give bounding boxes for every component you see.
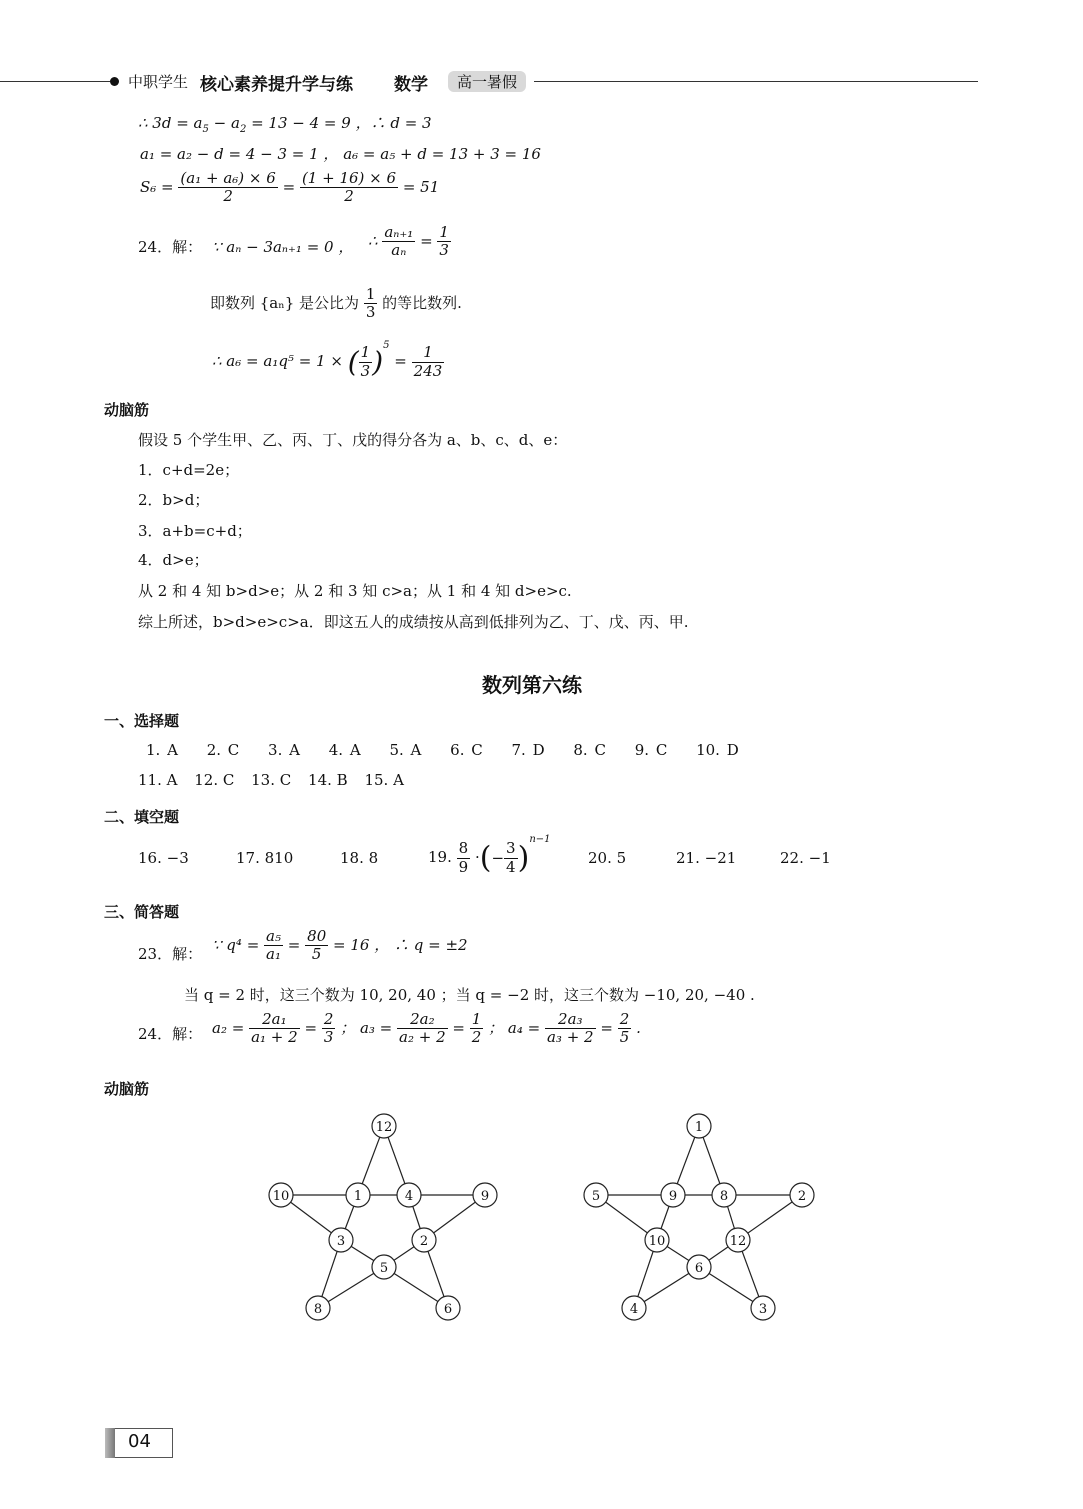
brain1-item-4: 4．d>e；	[138, 551, 209, 569]
q24b-equations: a₂ = $\frac{\text{2a₁}}{\text{a₁ + 2}}$ = $\frac{2}{3}$ ； a₃ = $\frac{\text{2a₂}}{\text{a₂ + 2}}$ = $\frac{1}{2}$ ； a₄ = $\frac{\text{2a₃}}{\text{a₃ + 2}}$ = $\frac{2}{5}$ .	[212, 1010, 641, 1047]
star-diagram-left	[258, 1105, 508, 1335]
fill-16: 16. −3	[138, 849, 189, 867]
choice-heading: 一、选择题	[104, 712, 180, 730]
star-right-label-inner-bottom: 6	[694, 1261, 704, 1276]
fill-heading: 二、填空题	[104, 808, 180, 826]
star-left-label-inner-top-left: 1	[353, 1189, 363, 1204]
q24a-label: 24．解：	[138, 238, 203, 256]
star-left-label-top: 12	[375, 1120, 393, 1135]
brain1-conclusion: 综上所述，b>d>e>c>a．即这五人的成绩按从高到低排列为乙、丁、戊、丙、甲.	[138, 613, 689, 631]
fill-22: 22. −1	[780, 849, 831, 867]
q23-line-2: 当 q = 2 时，这三个数为 10, 20, 40 ；当 q = −2 时，这三个数为 −10, 20, −40 .	[184, 986, 755, 1004]
brain2-heading: 动脑筋	[104, 1080, 150, 1098]
solution-line-2: a₁ = a₂ − d = 4 − 3 = 1 ， a₆ = a₅ + d = 13 + 3 = 16	[140, 145, 541, 163]
star-left-label-inner-left: 3	[336, 1234, 346, 1249]
star-diagram-right	[573, 1105, 823, 1335]
star-left-label-bottom-left: 8	[313, 1302, 323, 1317]
star-left-label-inner-bottom: 5	[379, 1261, 389, 1276]
star-left-label-inner-right: 2	[419, 1234, 429, 1249]
q24a-ratio: ∴ $\frac{\text{aₙ₊₁}}{\text{aₙ}}$ = $\frac{1}{3}$	[368, 223, 449, 260]
header-bullet	[110, 77, 119, 86]
star-left-label-inner-top-right: 4	[404, 1189, 414, 1204]
header-series: 核心素养提升学与练	[200, 75, 353, 95]
star-left-label-outer-left: 10	[272, 1189, 290, 1204]
q24a-sequence: 即数列 {aₙ} 是公比为 $\frac{1}{3}$ 的等比数列.	[210, 285, 462, 322]
header-rule-left	[0, 81, 110, 82]
solution-line-3: S₆ = $\frac{\text{(a₁ + a₆) × 6}}{2}$ = $\frac{(1 + 16) \times 6}{2}$ = 51	[140, 169, 440, 206]
q24a-a6: ∴ a₆ = a₁q⁵ = 1 × ( $\frac{1}{3}$ )$^5$ = $\frac{1}{243}$	[212, 340, 443, 380]
fill-19: 19. $\frac{8}{9}$ ·(− $\frac{3}{4}$ )$^{n-1}$	[428, 834, 551, 876]
star-right-label-bottom-right: 3	[758, 1302, 768, 1317]
section-title: 数列第六练	[482, 673, 582, 697]
q23-equation: ∵ q⁴ = $\frac{\text{a₅}}{\text{a₁}}$ = $\frac{80}{5}$ = 16 ， ∴ q = ±2	[212, 927, 468, 964]
header-rule-right	[534, 81, 978, 82]
brain1-intro: 假设 5 个学生甲、乙、丙、丁、戊的得分各为 a、b、c、d、e：	[138, 431, 568, 449]
page-number-tab	[105, 1428, 115, 1458]
star-right-label-top: 1	[694, 1120, 704, 1135]
star-right-label-outer-right: 2	[797, 1189, 807, 1204]
header-subject: 数学	[394, 75, 428, 95]
header-prefix: 中职学生	[128, 73, 189, 91]
solution-line-1: ∴ $3d = a_5 - a_2 = 13 - 4 = 9$ ，∴ d = 3	[138, 114, 432, 135]
page-number: 04	[128, 1431, 151, 1452]
brain1-deduce: 从 2 和 4 知 b>d>e；从 2 和 3 知 c>a；从 1 和 4 知 d>e>c.	[138, 582, 572, 600]
fill-21: 21. −21	[676, 849, 737, 867]
short-heading: 三、简答题	[104, 903, 180, 921]
header-badge: 高一暑假	[448, 71, 526, 92]
brain1-heading: 动脑筋	[104, 401, 150, 419]
star-right-label-inner-left: 10	[648, 1234, 666, 1249]
q24a-condition: ∵ aₙ − 3aₙ₊₁ = 0 ，	[212, 238, 354, 256]
choice-answers-row-2: 11. A 12. C 13. C 14. B 15. A	[138, 771, 404, 789]
star-left-label-outer-right: 9	[480, 1189, 490, 1204]
brain1-item-2: 2．b>d；	[138, 491, 210, 509]
q24b-label: 24．解：	[138, 1025, 203, 1043]
fill-17: 17. 810	[236, 849, 294, 867]
star-right-label-bottom-left: 4	[629, 1302, 639, 1317]
star-right-label-outer-left: 5	[591, 1189, 601, 1204]
star-right-label-inner-top-right: 8	[719, 1189, 729, 1204]
star-right-label-inner-right: 12	[729, 1234, 747, 1249]
fill-20: 20. 5	[588, 849, 627, 867]
brain1-item-3: 3．a+b=c+d；	[138, 522, 252, 540]
choice-answers-row-1: 1. A 2. C 3. A 4. A 5. A 6. C 7. D 8. C 9. C 10. D	[146, 741, 739, 759]
brain1-item-1: 1．c+d=2e；	[138, 461, 240, 479]
q23-label: 23．解：	[138, 945, 203, 963]
fill-18: 18. 8	[340, 849, 379, 867]
star-right-label-inner-top-left: 9	[668, 1189, 678, 1204]
star-left-label-bottom-right: 6	[443, 1302, 453, 1317]
